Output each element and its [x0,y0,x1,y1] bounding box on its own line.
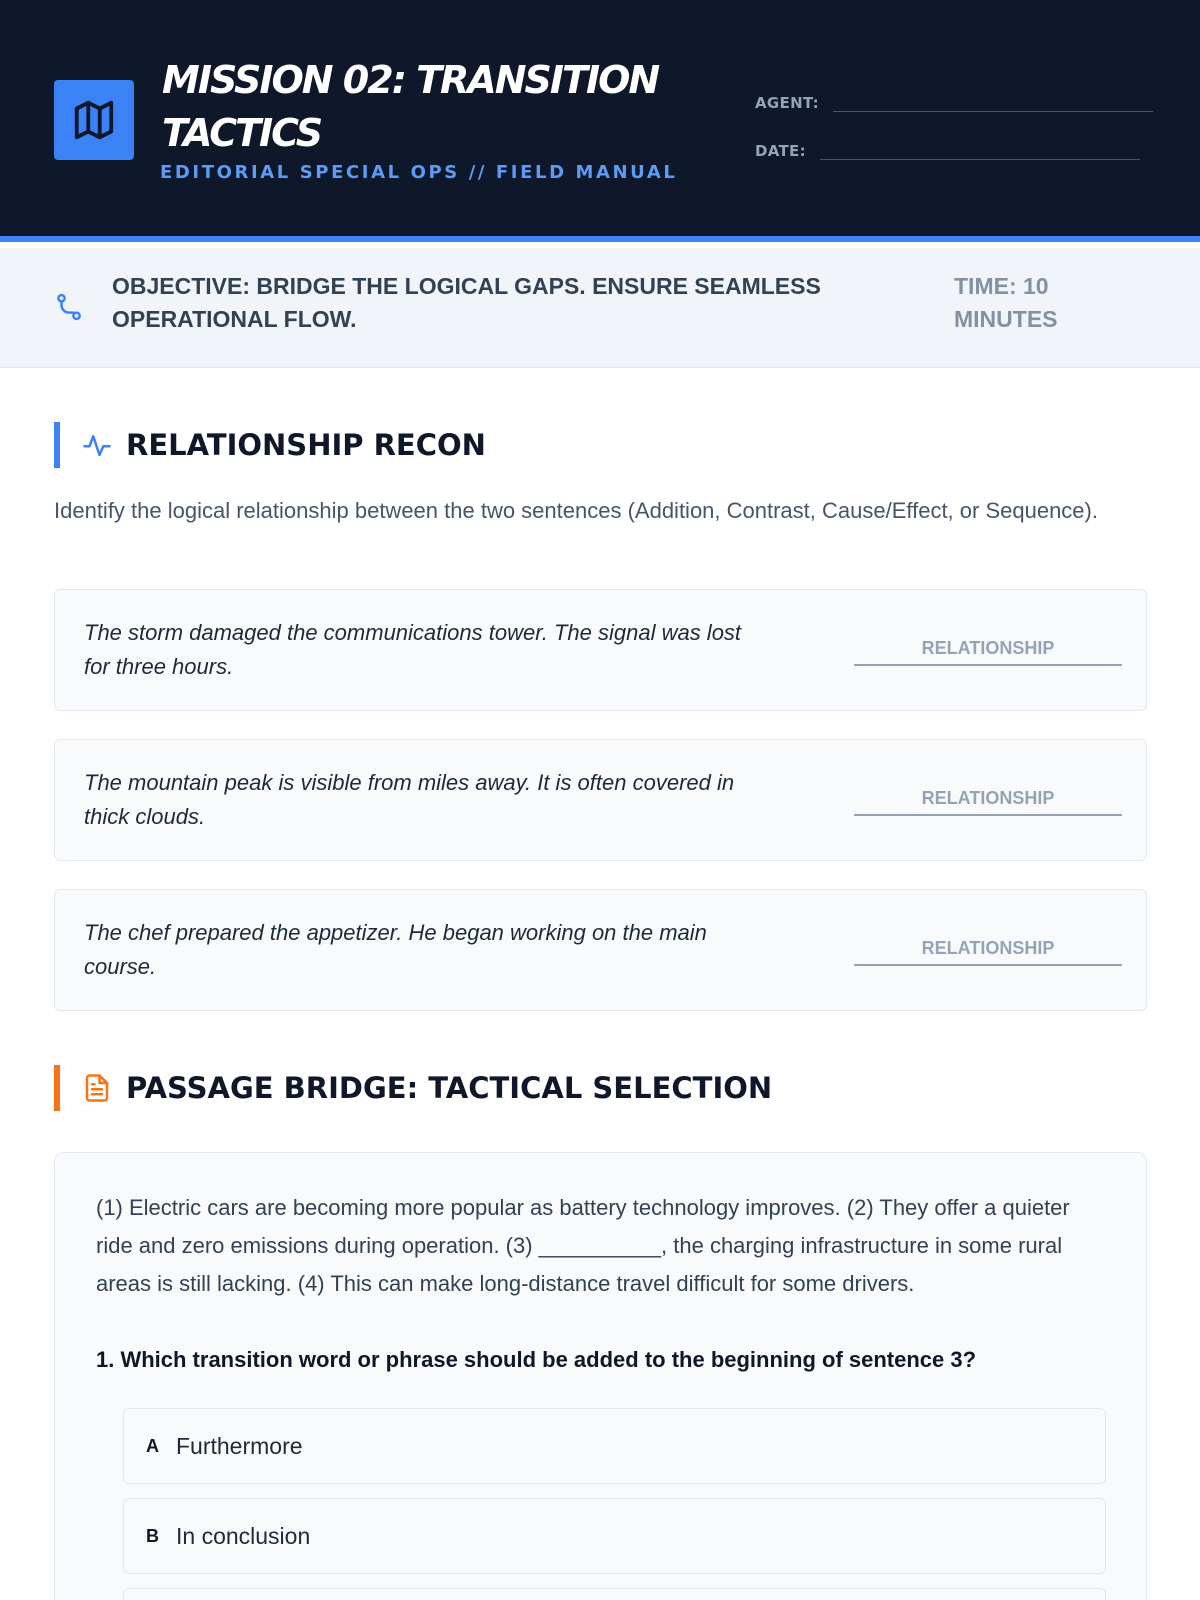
document-icon [82,1073,112,1103]
option-text: Furthermore [176,1432,303,1459]
route-icon [54,290,84,324]
page-subtitle: EDITORIAL SPECIAL OPS // FIELD MANUAL [160,162,678,183]
date-blank-line[interactable] [820,134,1140,160]
section-accent-bar [54,422,60,468]
recon-item-text: The mountain peak is visible from miles away. It is often covered in thick clouds. [84,770,735,829]
agent-blank-line[interactable] [833,86,1153,112]
agent-field [755,86,1153,112]
answer-option-a[interactable] [123,1408,1106,1484]
objective-text: OBJECTIVE: BRIDGE THE LOGICAL GAPS. ENSURE SEAMLESS OPERATIONAL FLOW. [112,273,821,332]
pulse-icon [82,430,112,460]
relationship-answer-field[interactable]: RELATIONSHIP [854,938,1122,966]
worksheet-header [0,0,1200,242]
option-letter: B [146,1525,159,1546]
map-icon [71,97,117,143]
question-prompt: 1. Which transition word or phrase should be added to the beginning of sentence 3? [96,1347,977,1372]
time-limit: TIME: 10 MINUTES [954,273,1058,332]
section-title: RELATIONSHIP RECON [126,428,486,462]
date-label: DATE: [755,142,806,160]
relationship-answer-field[interactable]: RELATIONSHIP [854,788,1122,816]
answer-option-b[interactable] [123,1498,1106,1574]
section-heading-passage [54,1065,772,1111]
recon-instructions: Identify the logical relationship between the two sentences (Addition, Contrast, Cause/Effect, or Sequence). [54,498,1098,523]
option-text: In conclusion [176,1522,311,1549]
section-title: PASSAGE BRIDGE: TACTICAL SELECTION [126,1071,773,1105]
section-heading-recon [54,422,486,468]
passage-text: (1) Electric cars are becoming more popular as battery technology improves. (2) They offer a quieter ride and zero emissions during operation. (3) __________, the charging infrastructure in some rural areas is still lacking. (4) This can make long-distance travel difficult for some drivers. [96,1195,1070,1296]
answer-option-c[interactable] [123,1588,1106,1600]
recon-item-text: The storm damaged the communications tower. The signal was lost for three hours. [84,620,742,679]
passage-panel [54,1152,1147,1600]
date-field [755,134,1140,160]
recon-item-1 [54,589,1147,711]
logo-badge [54,80,134,160]
agent-label: AGENT: [755,94,819,112]
relationship-answer-field[interactable]: RELATIONSHIP [854,638,1122,666]
option-letter: A [146,1435,159,1456]
recon-item-text: The chef prepared the appetizer. He began working on the main course. [84,920,707,979]
objective-banner [0,248,1200,368]
section-accent-bar [54,1065,60,1111]
recon-item-2 [54,739,1147,861]
recon-item-3 [54,889,1147,1011]
page-title: MISSION 02: TRANSITION TACTICS [162,58,659,155]
